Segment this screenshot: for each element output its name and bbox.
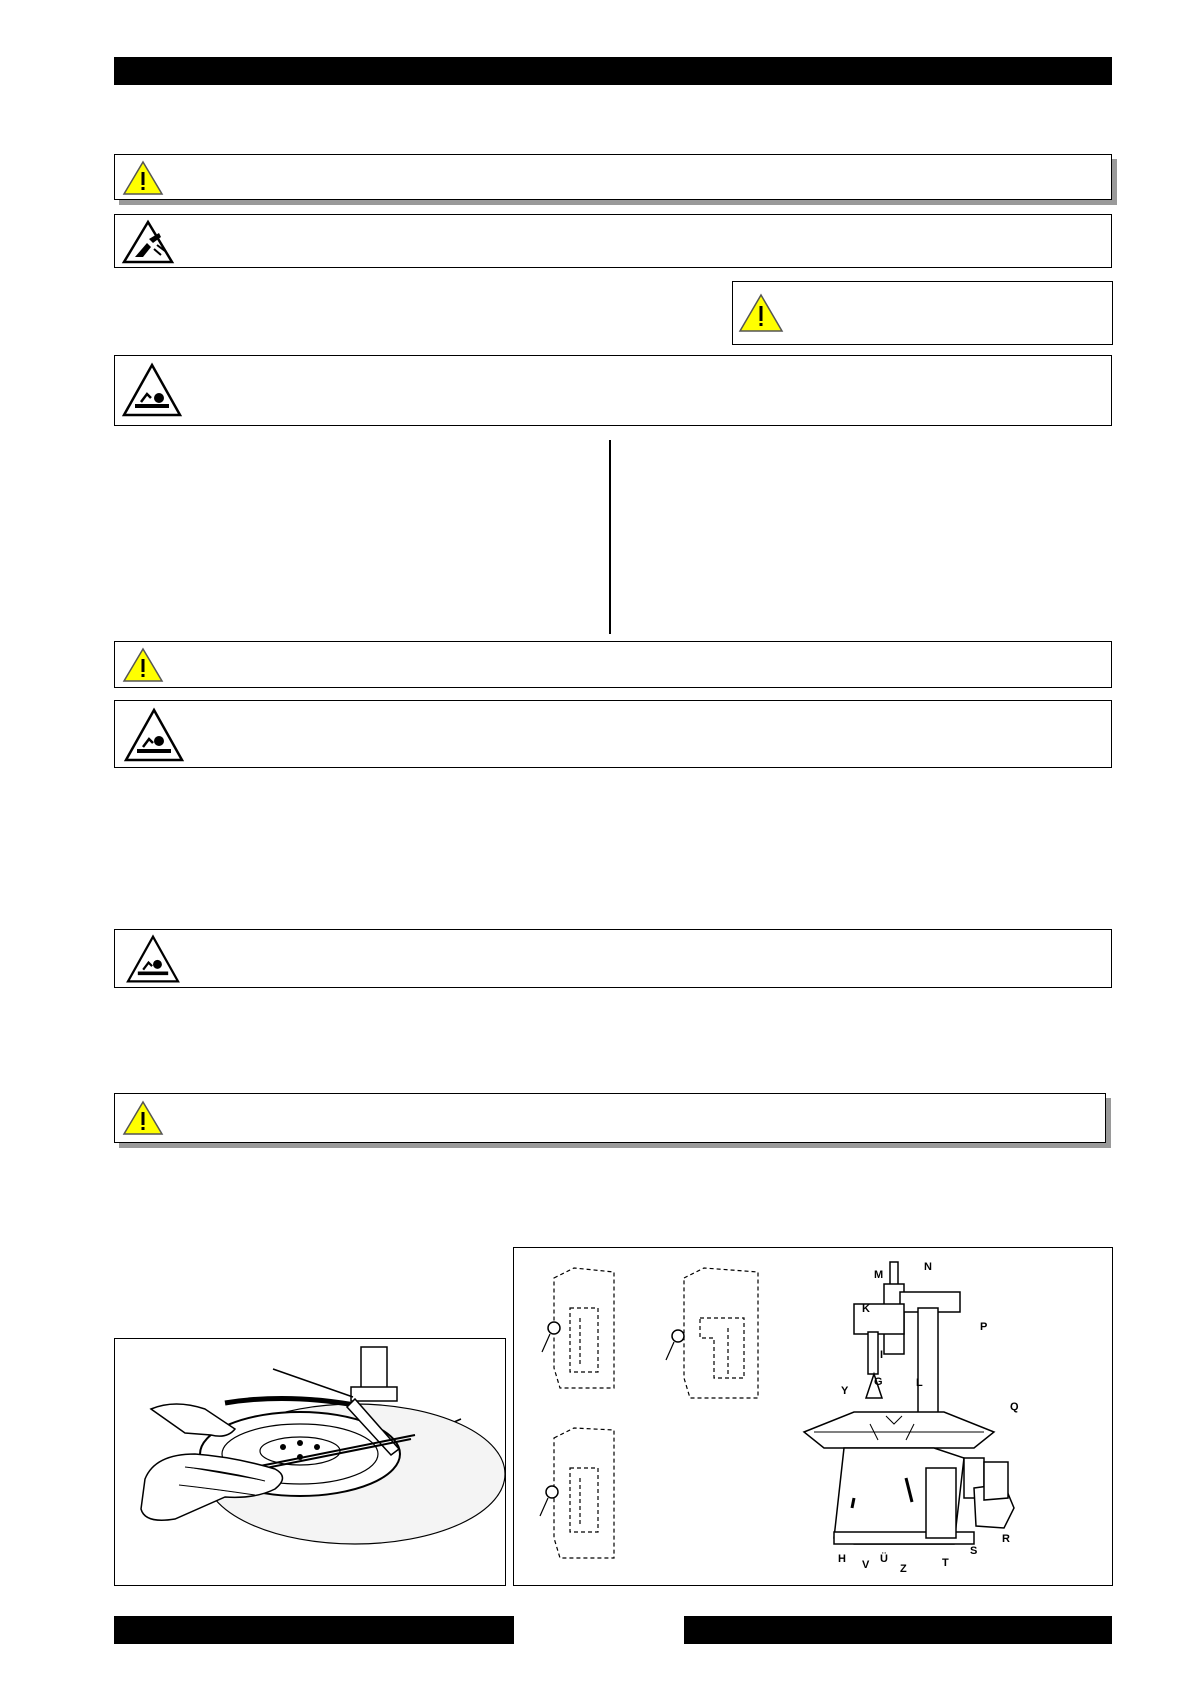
figure-label-y: Y xyxy=(841,1385,849,1397)
figure-machine xyxy=(513,1247,1113,1586)
hazard-box-tire-1 xyxy=(114,355,1112,426)
tire-hazard-icon xyxy=(121,362,183,418)
figure-label-u-umlaut: Ü xyxy=(880,1553,888,1565)
warning-box-3 xyxy=(114,641,1112,688)
column-divider xyxy=(609,440,611,634)
footer-bar-left xyxy=(114,1616,514,1644)
figure-label-z: Z xyxy=(900,1563,907,1575)
figure-label-h: H xyxy=(838,1553,846,1565)
warning-triangle-icon xyxy=(737,292,785,334)
figure-label-l: L xyxy=(916,1377,923,1389)
figure-label-q: Q xyxy=(1010,1401,1019,1413)
warning-box-1 xyxy=(114,154,1112,200)
warning-box-2 xyxy=(732,281,1113,345)
tire-hazard-icon xyxy=(125,934,181,984)
tire-rim-illustration xyxy=(115,1339,506,1586)
hand-crush-hazard-icon xyxy=(121,219,175,265)
hazard-box-tire-2 xyxy=(114,700,1112,768)
hazard-box-pinch xyxy=(114,214,1112,268)
figure-label-k: K xyxy=(862,1303,870,1315)
figure-label-i: I xyxy=(880,1349,884,1361)
figure-label-m: M xyxy=(874,1269,884,1281)
warning-triangle-icon xyxy=(121,1099,165,1137)
hazard-box-tire-3 xyxy=(114,929,1112,988)
machine-illustration xyxy=(514,1248,1113,1586)
figure-label-s: S xyxy=(970,1545,978,1557)
header-bar xyxy=(114,57,1112,85)
figure-label-t: T xyxy=(942,1557,949,1569)
figure-label-p: P xyxy=(980,1321,988,1333)
warning-triangle-icon xyxy=(121,159,165,197)
figure-label-v: V xyxy=(862,1559,870,1571)
tire-hazard-icon xyxy=(123,707,185,763)
warning-box-4 xyxy=(114,1093,1106,1143)
figure-tire-rim xyxy=(114,1338,506,1586)
warning-triangle-icon xyxy=(121,646,165,684)
figure-label-r: R xyxy=(1002,1533,1010,1545)
footer-bar-right xyxy=(684,1616,1112,1644)
figure-label-n: N xyxy=(924,1261,932,1273)
figure-label-g: G xyxy=(874,1376,883,1388)
